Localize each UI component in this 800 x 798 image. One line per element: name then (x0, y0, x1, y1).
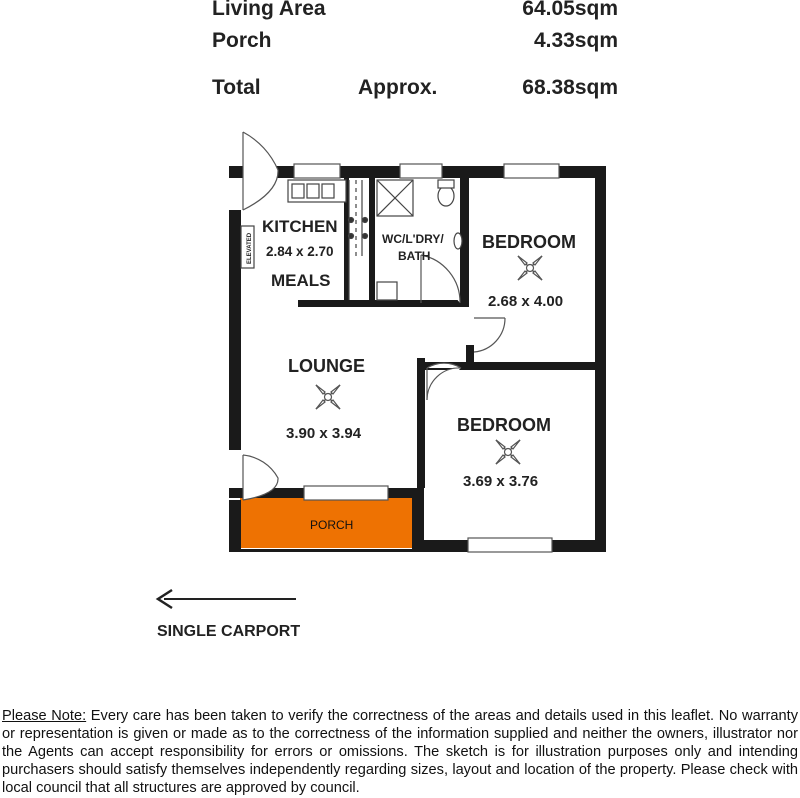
room-labels (157, 217, 576, 640)
disclaimer-lead: Please Note: (2, 708, 87, 724)
kitchen-label: KITCHEN (262, 217, 338, 236)
carport-arrow-icon (158, 590, 296, 608)
porch-area-label: Porch (212, 29, 272, 52)
living-area-value: 64.05sqm (522, 0, 618, 20)
kitchen-dims: 2.84 x 2.70 (266, 244, 334, 259)
bedroom-two-dims: 3.69 x 3.76 (463, 473, 539, 490)
wc-laundry-label: WC/L'DRY/ (382, 232, 444, 246)
disclaimer-body: Every care has been taken to verify the correctness of the areas and details used in this leaflet. No warranty or representation is given or made as to the correctness of the information supplied and neither the owners, illustrator nor the Agents can accept responsibility for errors or omissions. The sketch is for illustration purposes only and intending purchasers should satisfy themselves independently regarding sizes, layout and location of the property. Please check with local council that all structures are approved by council. (2, 708, 799, 796)
disclaimer-note (2, 707, 798, 797)
carport-label: SINGLE CARPORT (157, 623, 301, 640)
porch-area-value: 4.33sqm (533, 29, 618, 52)
meals-label: MEALS (271, 271, 331, 290)
bedroom-one-dims: 2.68 x 4.00 (488, 293, 564, 310)
bath-label: BATH (398, 249, 431, 263)
elevated-label: ELEVATED (247, 232, 253, 264)
bedroom-one-label: BEDROOM (482, 232, 576, 252)
living-area-label: Living Area (212, 0, 326, 20)
lounge-dims: 3.90 x 3.94 (286, 425, 362, 442)
bedroom-two-label: BEDROOM (457, 415, 551, 435)
total-area-label: Total (212, 76, 261, 99)
total-area-value: 68.38sqm (522, 76, 618, 99)
porch-label: PORCH (310, 518, 354, 532)
total-approx-label: Approx. (358, 76, 438, 99)
lounge-label: LOUNGE (288, 356, 366, 376)
